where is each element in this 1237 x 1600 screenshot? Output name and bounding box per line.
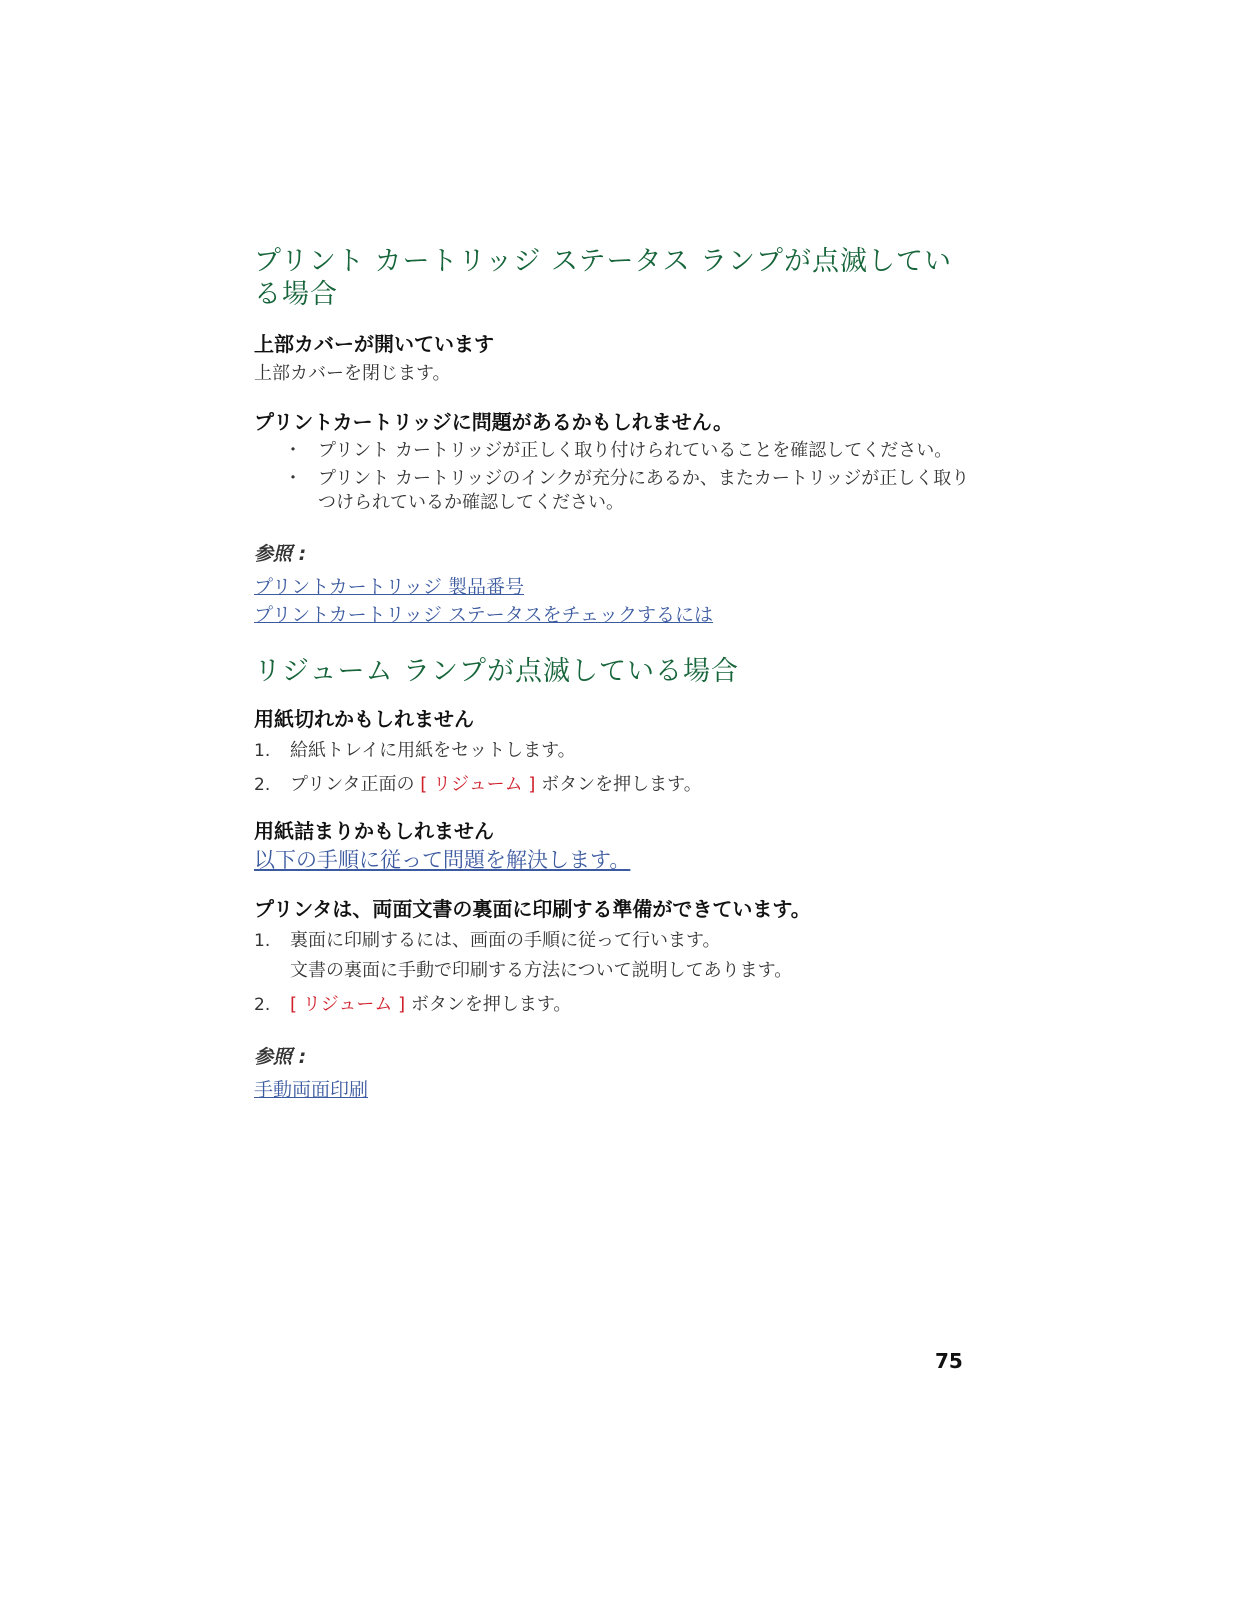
bullet-dot: ・ (284, 468, 302, 489)
step-text: 裏面に印刷するには、画面の手順に従って行います。 (290, 930, 721, 951)
heading-out-of-paper: 用紙切れかもしれません (254, 707, 474, 731)
step-item (254, 928, 974, 984)
step-number: 2. (254, 775, 271, 795)
link-check-cartridge-status[interactable]: プリントカートリッジ ステータスをチェックするには (254, 604, 714, 626)
reference-label: 参照 : (254, 1046, 307, 1068)
section-title-resume-lamp: リジューム ランプが点滅している場合 (254, 656, 740, 687)
document-page (254, 245, 974, 1104)
step-subtext: 文書の裏面に手動で印刷する方法について説明してあります。 (290, 960, 793, 981)
resume-button-label: [ リジューム ] (290, 994, 406, 1015)
link-cartridge-part-number[interactable]: プリントカートリッジ 製品番号 (254, 576, 524, 598)
step-item (254, 738, 974, 764)
step-text: 給紙トレイに用紙をセットします。 (290, 740, 576, 761)
bullet-item (254, 439, 974, 463)
heading-top-cover-open: 上部カバーが開いています (254, 332, 494, 356)
bullet-text: プリント カートリッジのインクが充分にあるか、またカートリッジが正しく取りつけられているか確認してください。 (318, 468, 970, 513)
link-solve-problem[interactable]: 以下の手順に従って問題を解決します。 (254, 848, 631, 872)
resume-button-label: [ リジューム ] (420, 774, 536, 795)
step-item (254, 772, 974, 798)
bullet-text: プリント カートリッジが正しく取り付けられていることを確認してください。 (318, 440, 953, 461)
step-number: 1. (254, 741, 271, 761)
page-number: 75 (935, 1349, 963, 1373)
reference-label: 参照 : (254, 543, 307, 565)
text-close-cover: 上部カバーを閉じます。 (254, 363, 451, 384)
heading-paper-jam: 用紙詰まりかもしれません (254, 819, 494, 843)
link-manual-duplex[interactable]: 手動両面印刷 (254, 1079, 369, 1101)
step-text: プリンタ正面の (290, 774, 415, 795)
bullet-dot: ・ (284, 440, 302, 461)
step-text: ボタンを押します。 (541, 774, 702, 795)
step-text: ボタンを押します。 (410, 994, 572, 1015)
step-number: 1. (254, 931, 271, 951)
step-item (254, 992, 974, 1018)
bullet-item (254, 467, 974, 515)
heading-duplex-ready: プリンタは、両面文書の裏面に印刷する準備ができています。 (254, 897, 811, 921)
step-number: 2. (254, 995, 271, 1015)
heading-cartridge-problem: プリントカートリッジに問題があるかもしれません。 (254, 410, 733, 434)
section-title-cartridge-lamp: プリント カートリッジ ステータス ランプが点滅している場合 (254, 246, 953, 310)
